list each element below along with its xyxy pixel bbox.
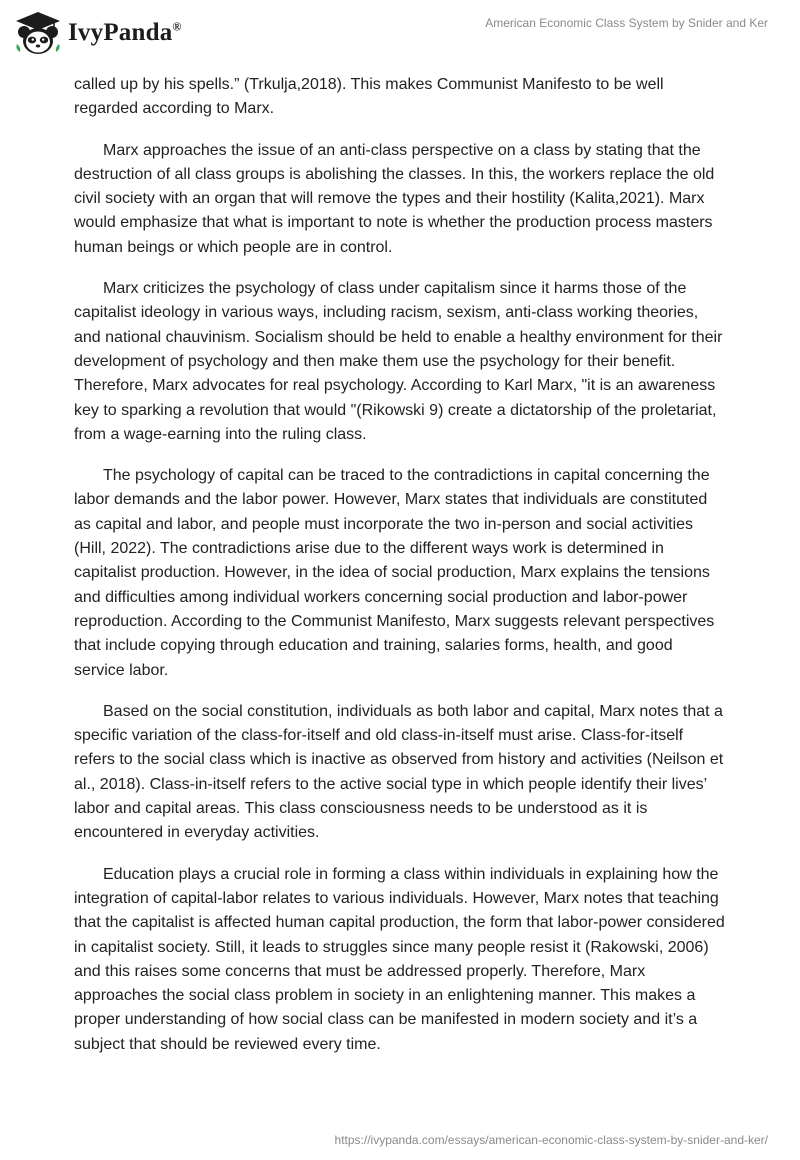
essay-body [74,73,726,1074]
page-header [0,0,800,70]
paragraph: called up by his spells.” (Trkulja,2018). This makes Communist Manifesto to be well regarded according to Marx. [74,76,664,118]
paragraph: Education plays a crucial role in forming a class within individuals in explaining how the integration of capital-labor relates to various individuals. However, Marx notes that teaching that the capitalist is affected human capital production, the form that labor-power considered in capitalist society. Still, it leads to struggles since many people resist it (Rakowski, 2006) and this raises some concerns that must be addressed properly. Therefore, Marx approaches the social class problem in society in an enlightening manner. This makes a proper understanding of how social class can be manifested in modern society and it’s a subject that should be reviewed every time. [74,865,725,1053]
logo-wordmark: IvyPanda® [68,19,182,46]
source-url-link[interactable]: https://ivypanda.com/essays/american-economic-class-system-by-snider-and-ker/ [334,1133,768,1147]
paragraph: The psychology of capital can be traced to the contradictions in capital concerning the labor demands and the labor power. However, Marx states that individuals are constituted as capital and labor, and people must incorporate the two in-person and social activities (Hill, 2022). The contradictions arise due to the different ways work is determined in capitalist production. However, in the idea of social production, Marx explains the tensions and difficulties among individual workers concerning social production and labor-power reproduction. According to the Communist Manifesto, Marx suggests relevant perspectives that include copying through education and training, salaries forms, health, and good service labor. [74,467,715,679]
paragraph: Based on the social constitution, individuals as both labor and capital, Marx notes that a specific variation of the class-for-itself and old class-in-itself must arise. Class-for-itself refers to the social class which is inactive as observed from history and activities (Neilson et al., 2018). Class-in-itself refers to the active social type in which people identify their lives’ labor and capital areas. This class consciousness needs to be understood as it is encountered in everyday activities. [74,702,724,842]
paragraph: Marx criticizes the psychology of class under capitalism since it harms those of the capitalist ideology in various ways, including racism, sexism, anti-class working theories, and national chauvinism. Socialism should be held to enable a healthy environment for their development of psychology and then make them use the psychology for their benefit. Therefore, Marx advocates for real psychology. According to Karl Marx, "it is an awareness key to sparking a revolution that would "(Rikowski 9) create a dictatorship of the proletariat, from a wage-earning into the ruling class. [74,280,723,443]
paragraph: Marx approaches the issue of an anti-class perspective on a class by stating that the destruction of all class groups is abolishing the classes. In this, the workers replace the old civil society with an organ that will remove the types and their hostility (Kalita,2021). Marx would emphasize that what is important to note is whether the production process masters human beings or which people are in control. [74,141,715,256]
panda-graduate-icon [14,10,62,56]
ivypanda-logo[interactable] [14,10,182,56]
document-title: American Economic Class System by Snider and Ker [485,16,768,30]
